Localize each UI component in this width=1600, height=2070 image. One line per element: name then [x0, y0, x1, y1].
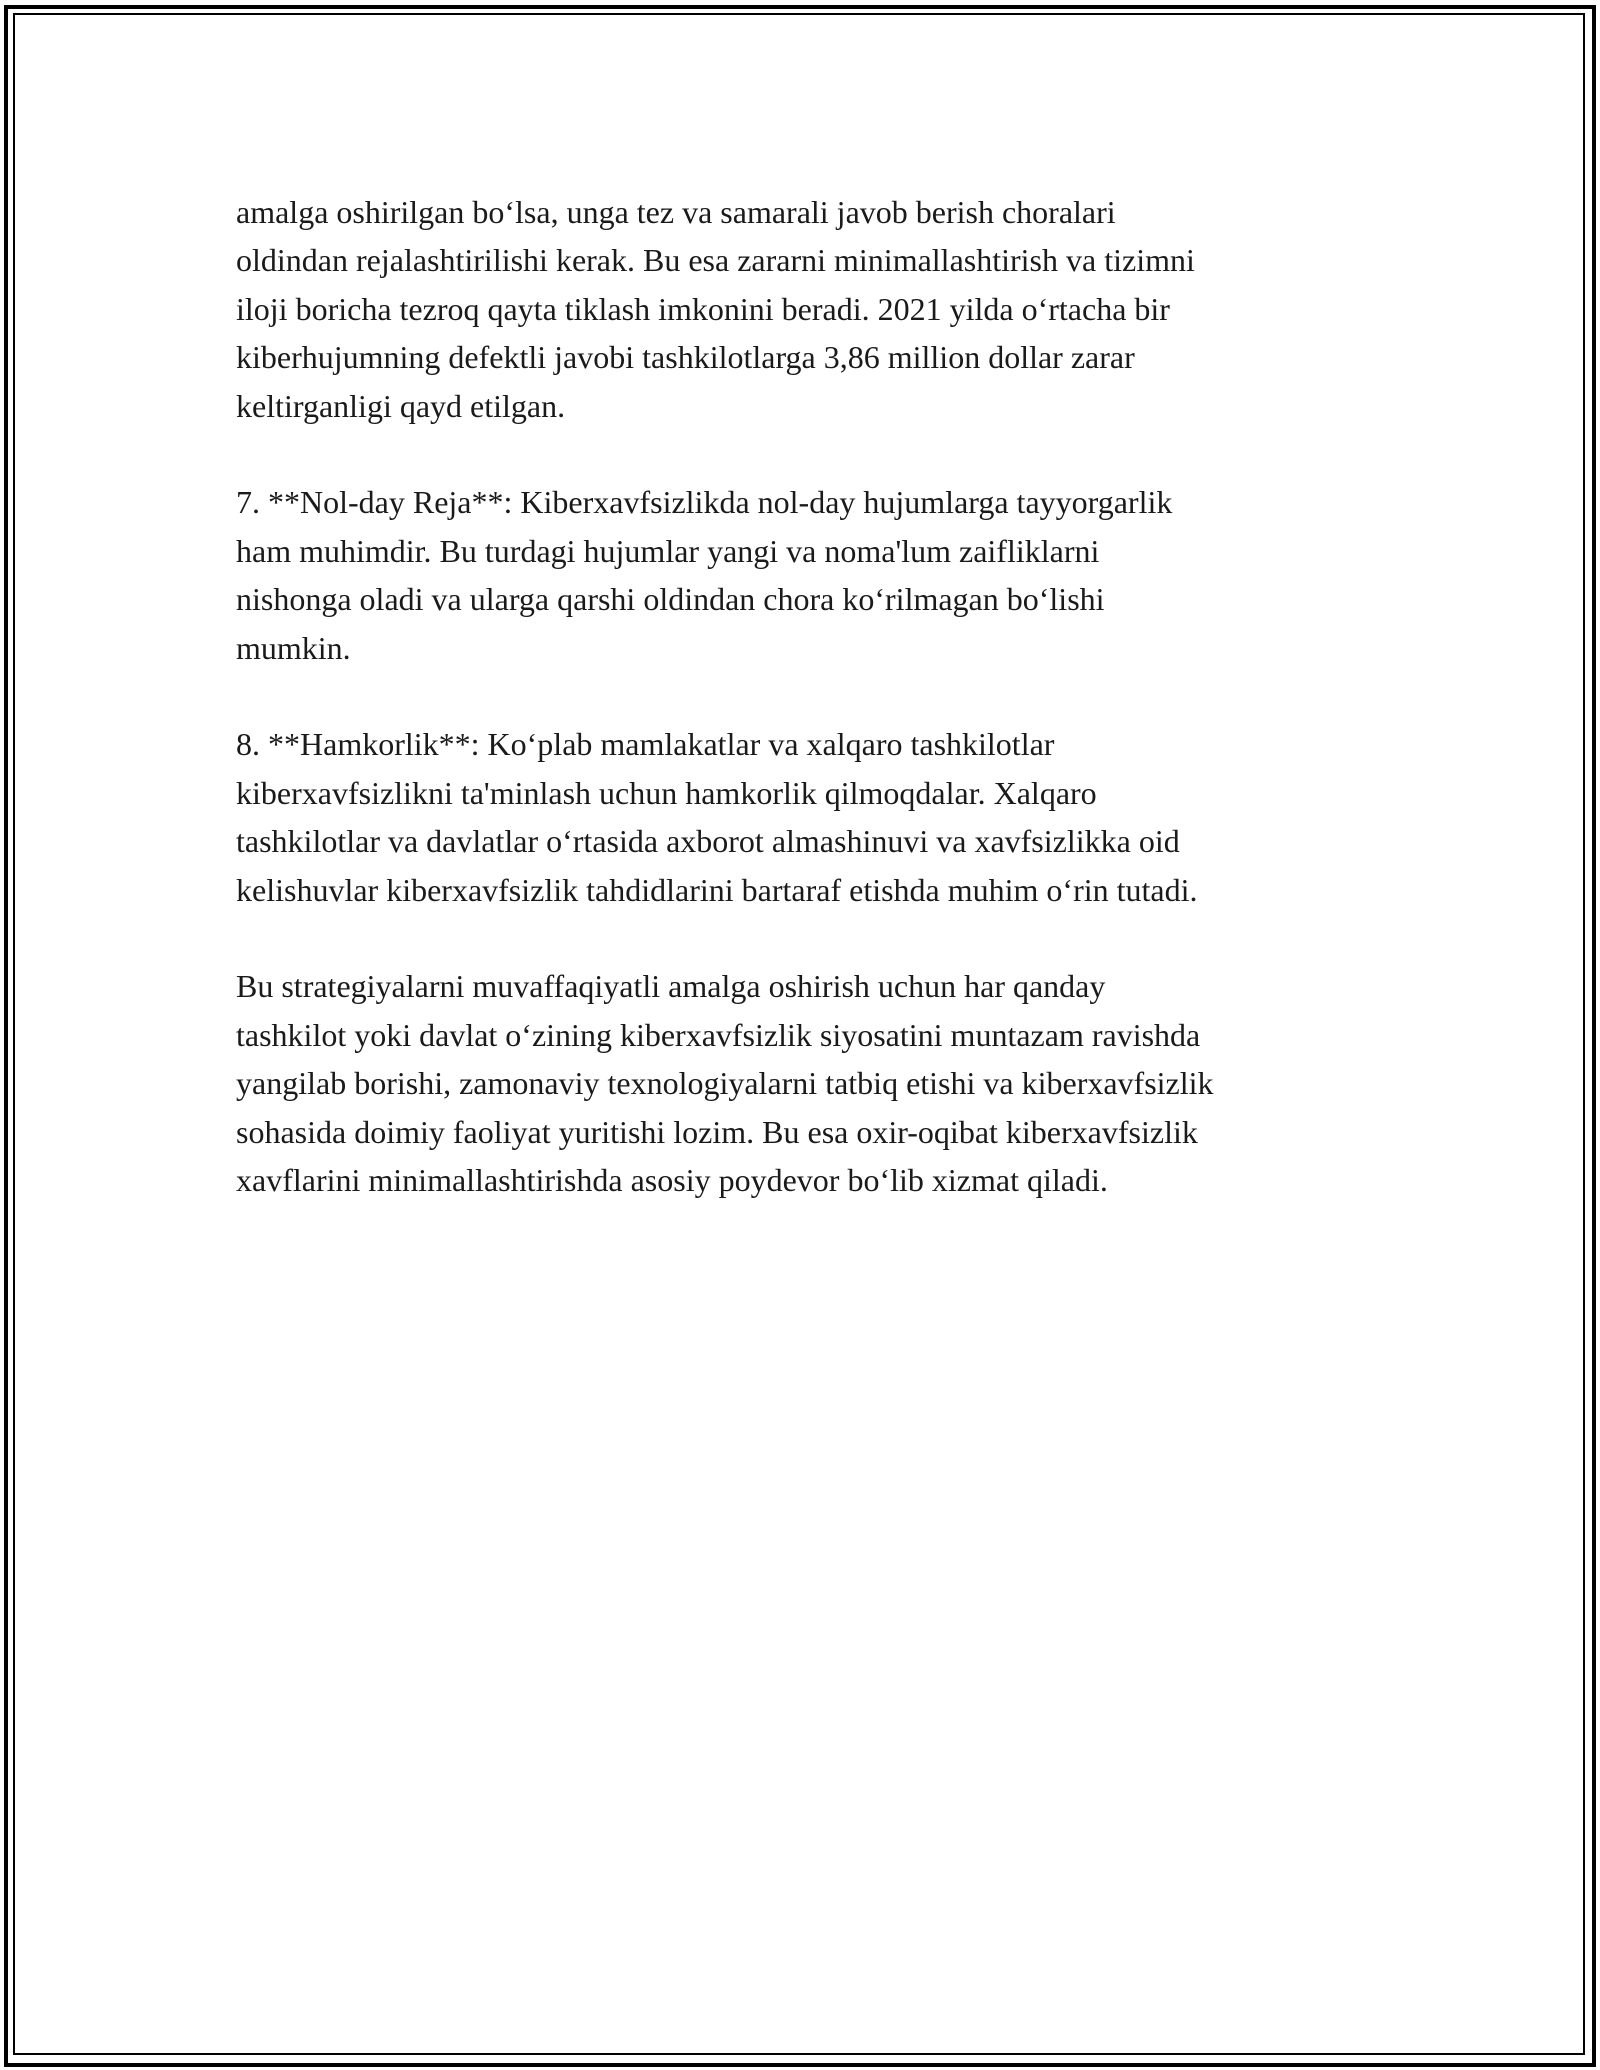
paragraph-conclusion: [236, 962, 1366, 1204]
text-line: 8. **Hamkorlik**: Ko‘plab mamlakatlar va xalqaro tashkilotlar: [236, 726, 1055, 763]
paragraph-item-7: [236, 478, 1366, 672]
text-line: kelishuvlar kiberxavfsizlik tahdidlarini bartaraf etishda muhim o‘rin tutadi.: [236, 871, 1198, 908]
text-line: xavflarini minimallashtirishda asosiy poydevor bo‘lib xizmat qiladi.: [236, 1162, 1108, 1199]
text-line: tashkilotlar va davlatlar o‘rtasida axborot almashinuvi va xavfsizlikka oid: [236, 823, 1180, 860]
text-line: sohasida doimiy faoliyat yuritishi lozim. Bu esa oxir-oqibat kiberxavfsizlik: [236, 1113, 1198, 1150]
paragraph-incident-response: [236, 188, 1366, 430]
text-line: nishonga oladi va ularga qarshi oldindan chora ko‘rilmagan bo‘lishi: [236, 581, 1105, 618]
text-line: ham muhimdir. Bu turdagi hujumlar yangi va noma'lum zaifliklarni: [236, 532, 1100, 569]
text-line: mumkin.: [236, 629, 351, 666]
text-line: oldindan rejalashtirilishi kerak. Bu esa zararni minimallashtirish va tizimni: [236, 242, 1195, 279]
text-line: yangilab borishi, zamonaviy texnologiyalarni tatbiq etishi va kiberxavfsizlik: [236, 1065, 1214, 1102]
text-line: keltirganligi qayd etilgan.: [236, 387, 566, 424]
document-body: [236, 188, 1366, 1253]
text-line: kiberxavfsizlikni ta'minlash uchun hamkorlik qilmoqdalar. Xalqaro: [236, 774, 1097, 811]
text-line: tashkilot yoki davlat o‘zining kiberxavfsizlik siyosatini muntazam ravishda: [236, 1016, 1201, 1053]
text-line: iloji boricha tezroq qayta tiklash imkonini beradi. 2021 yilda o‘rtacha bir: [236, 290, 1170, 327]
text-line: amalga oshirilgan bo‘lsa, unga tez va samarali javob berish choralari: [236, 194, 1116, 230]
text-line: 7. **Nol-day Reja**: Kiberxavfsizlikda nol-day hujumlarga tayyorgarlik: [236, 484, 1173, 521]
paragraph-item-8: [236, 720, 1366, 914]
text-line: Bu strategiyalarni muvaffaqiyatli amalga oshirish uchun har qanday: [236, 968, 1106, 1005]
text-line: kiberhujumning defektli javobi tashkilotlarga 3,86 million dollar zarar: [236, 339, 1135, 376]
